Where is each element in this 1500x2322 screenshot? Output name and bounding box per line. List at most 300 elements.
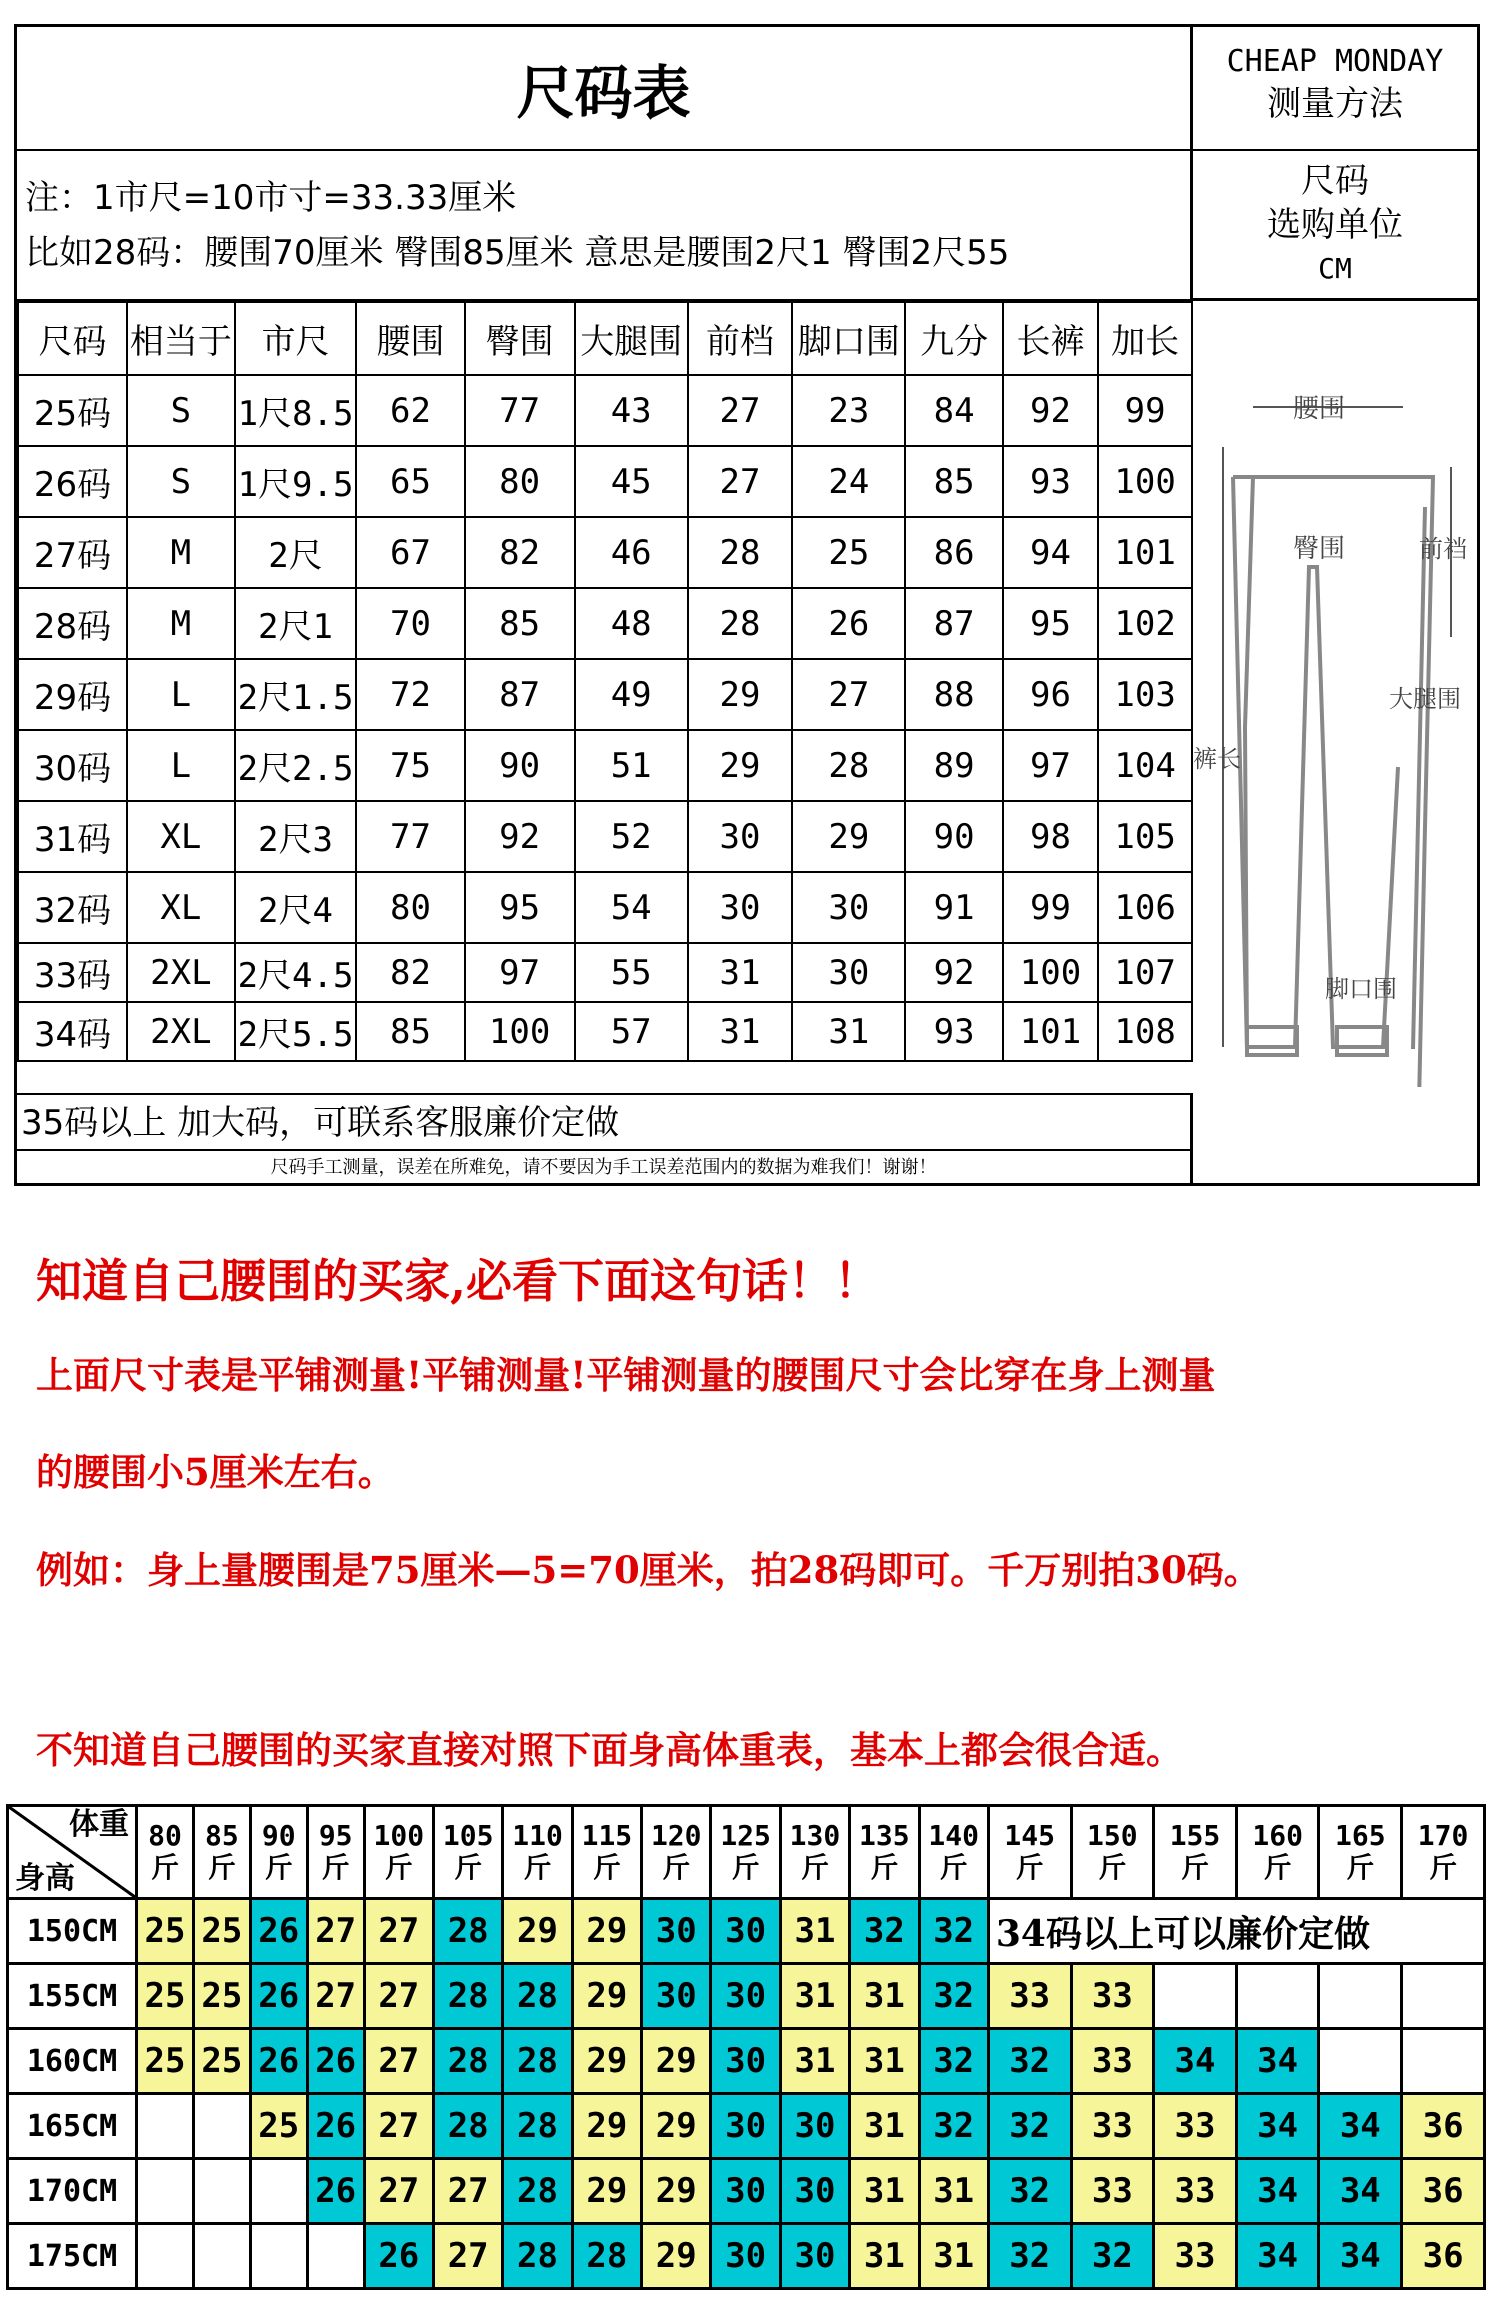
weight-unit: 斤 [321,1851,350,1884]
size-recommendation-cell: 25 [250,2094,307,2159]
weight-unit: 斤 [731,1851,760,1884]
size-cell: 29 [688,730,793,801]
size-cell: 80 [465,446,575,517]
size-cell: M [127,517,235,588]
size-cell: 31码 [18,801,127,872]
weight-header [988,1806,1071,1899]
hw-table-intro: 不知道自己腰围的买家直接对照下面身高体重表，基本上都会很合适。 [36,1728,1183,1772]
size-cell: XL [127,801,235,872]
size-recommendation-cell: 32 [850,1899,919,1964]
flat-measure-note-cont: 的腰围小5厘米左右。 [36,1450,395,1494]
size-cell: 97 [1003,730,1099,801]
weight-value: 85 [205,1819,239,1852]
measurement-disclaimer: 尺码手工测量，误差在所难免，请不要因为手工误差范围内的数据为难我们！谢谢！ [17,1149,1193,1183]
size-recommendation-cell: 26 [250,2029,307,2094]
size-recommendation-cell: 28 [503,2094,572,2159]
size-cell: 70 [356,588,464,659]
weight-value: 130 [789,1819,841,1852]
size-recommendation-cell: 28 [572,2224,641,2289]
size-recommendation-cell: 27 [364,1964,433,2029]
size-cell: 82 [356,943,464,1002]
size-cell: 2尺2.5 [235,730,357,801]
size-cell: 67 [356,517,464,588]
weight-header [1402,1806,1485,1899]
weight-header [433,1806,502,1899]
size-recommendation-cell [250,2159,307,2224]
size-cell: 46 [575,517,688,588]
size-cell: 94 [1003,517,1099,588]
size-cell: 1尺8.5 [235,375,357,446]
size-cell: 24 [792,446,905,517]
size-cell: 98 [1003,801,1099,872]
size-cell: 45 [575,446,688,517]
size-cell: 52 [575,801,688,872]
size-cell: 65 [356,446,464,517]
size-cell: 85 [465,588,575,659]
size-cell: 100 [465,1002,575,1061]
weight-header [1071,1806,1154,1899]
size-cell: 27 [688,446,793,517]
size-recommendation-cell: 27 [364,2094,433,2159]
length-label: 裤长 [1193,745,1241,773]
size-cell: 2XL [127,943,235,1002]
brand-name: CHEAP MONDAY [1226,44,1444,79]
size-recommendation-cell [1319,2029,1402,2094]
size-recommendation-cell: 30 [711,2224,780,2289]
size-recommendation-cell: 27 [364,1899,433,1964]
size-recommendation-cell [193,2159,250,2224]
size-recommendation-cell: 33 [1154,2224,1237,2289]
weight-unit: 斤 [523,1851,552,1884]
size-recommendation-cell: 34 [1319,2094,1402,2159]
size-cell: 92 [465,801,575,872]
flat-measure-note: 上面尺寸表是平铺测量!平铺测量!平铺测量的腰围尺寸会比穿在身上测量 [36,1353,1216,1397]
size-cell: 27 [792,659,905,730]
size-recommendation-cell: 25 [137,1964,194,2029]
size-cell: 2尺4.5 [235,943,357,1002]
size-cell: 77 [465,375,575,446]
weight-value: 90 [261,1819,296,1852]
weight-header [193,1806,250,1899]
size-recommendation-cell: 27 [307,1964,364,2029]
size-cell: 100 [1098,446,1192,517]
size-recommendation-cell: 32 [919,2094,988,2159]
size-recommendation-cell: 34 [1236,2029,1319,2094]
weight-header [137,1806,194,1899]
weight-unit: 斤 [1098,1851,1127,1884]
weight-value: 140 [928,1819,979,1852]
weight-value: 135 [859,1819,910,1852]
weight-unit: 斤 [150,1851,179,1884]
size-cell: 49 [575,659,688,730]
weight-unit: 斤 [207,1851,236,1884]
size-recommendation-cell: 32 [988,2094,1071,2159]
size-recommendation-cell: 28 [433,1964,502,2029]
size-recommendation-cell: 29 [572,2029,641,2094]
size-recommendation-cell: 29 [572,1964,641,2029]
size-cell: 48 [575,588,688,659]
weight-unit: 斤 [384,1851,413,1884]
size-recommendation-cell: 30 [642,1899,711,1964]
weight-value: 145 [1004,1819,1055,1852]
size-recommendation-cell: 31 [850,2159,919,2224]
size-cell: 31 [688,1002,793,1061]
note-line: 比如28码：腰围70厘米 臀围85厘米 意思是腰围2尺1 臀围2尺55 [25,233,1010,273]
size-recommendation-cell: 26 [307,2029,364,2094]
size-row [18,588,1192,659]
weight-unit: 斤 [1015,1851,1044,1884]
height-row [8,2029,1485,2094]
size-recommendation-cell: 30 [780,2159,849,2224]
size-cell: S [127,446,235,517]
size-cell: M [127,588,235,659]
size-cell: 29码 [18,659,127,730]
size-cell: 91 [905,872,1002,943]
size-recommendation-cell: 33 [1154,2159,1237,2224]
size-row [18,943,1192,1002]
size-cell: 93 [1003,446,1099,517]
size-recommendation-cell: 32 [988,2224,1071,2289]
weight-header [780,1806,849,1899]
size-cell: 90 [905,801,1002,872]
weight-header [364,1806,433,1899]
size-recommendation-cell: 29 [572,2159,641,2224]
size-recommendation-cell: 30 [711,2029,780,2094]
height-weight-table [6,1804,1486,2290]
size-recommendation-cell: 25 [137,2029,194,2094]
size-recommendation-cell [1154,1964,1237,2029]
size-recommendation-cell: 33 [1154,2094,1237,2159]
size-cell: 23 [792,375,905,446]
chart-title: 尺码表 [17,27,1193,151]
size-cell: 62 [356,375,464,446]
size-recommendation-cell: 31 [850,2094,919,2159]
size-recommendation-cell: 33 [1071,2159,1154,2224]
height-row [8,2094,1485,2159]
size-recommendation-cell: 29 [642,2159,711,2224]
size-recommendation-cell: 28 [503,1964,572,2029]
size-cell: 106 [1098,872,1192,943]
measure-method-panel [1193,27,1477,1183]
size-cell: 51 [575,730,688,801]
size-recommendation-cell [1319,1964,1402,2029]
weight-unit: 斤 [1429,1851,1458,1884]
size-recommendation-cell: 29 [642,2029,711,2094]
column-header: 加长 [1098,302,1192,375]
size-recommendation-cell: 30 [711,1964,780,2029]
size-recommendation-cell: 31 [919,2159,988,2224]
size-recommendation-cell: 36 [1402,2159,1485,2224]
size-cell: 28 [792,730,905,801]
size-cell: 2尺 [235,517,357,588]
size-recommendation-cell: 29 [642,2094,711,2159]
size-recommendation-cell: 27 [364,2029,433,2094]
thigh-label: 大腿围 [1389,685,1461,713]
size-cell: 104 [1098,730,1192,801]
size-cell: 96 [1003,659,1099,730]
height-label: 155CM [8,1964,137,2029]
size-recommendation-cell: 31 [780,1964,849,2029]
size-cell: 27码 [18,517,127,588]
size-cell: 31 [792,1002,905,1061]
size-cell: 34码 [18,1002,127,1061]
weight-header [572,1806,641,1899]
weight-header-row [8,1806,1485,1899]
size-chart [14,24,1480,1186]
height-label: 170CM [8,2159,137,2224]
size-recommendation-cell: 29 [572,2094,641,2159]
weight-unit: 斤 [454,1851,483,1884]
size-recommendation-cell: 27 [364,2159,433,2224]
note-line: 注：1市尺=10市寸=33.33厘米 [25,178,517,218]
pants-measurement-diagram [1193,307,1477,1087]
size-recommendation-cell: 27 [307,1899,364,1964]
weight-value: 120 [650,1819,702,1852]
size-cell: 93 [905,1002,1002,1061]
size-recommendation-cell: 25 [193,2029,250,2094]
size-recommendation-cell: 26 [364,2224,433,2289]
size-cell: L [127,730,235,801]
weight-value: 110 [512,1819,563,1852]
custom-order-note: 34码以上可以廉价定做 [988,1899,1484,1964]
size-recommendation-cell: 36 [1402,2094,1485,2159]
weight-header [503,1806,572,1899]
size-cell: 89 [905,730,1002,801]
size-cell: 90 [465,730,575,801]
weight-unit: 斤 [870,1851,899,1884]
size-cell: 1尺9.5 [235,446,357,517]
size-recommendation-cell: 30 [711,1899,780,1964]
size-recommendation-cell: 34 [1236,2094,1319,2159]
size-cell: S [127,375,235,446]
unit-header [1193,151,1477,301]
conversion-note [17,151,1193,301]
size-cell: 2尺4 [235,872,357,943]
size-recommendation-cell: 30 [780,2094,849,2159]
weight-header [307,1806,364,1899]
example-note: 例如：身上量腰围是75厘米—5=70厘米，拍28码即可。千万别拍30码。 [36,1548,1261,1592]
size-cell: 32码 [18,872,127,943]
size-cell: 54 [575,872,688,943]
size-cell: 88 [905,659,1002,730]
column-header: 尺码 [18,302,127,375]
size-table-header [18,302,1192,375]
size-recommendation-cell: 31 [850,2029,919,2094]
size-cell: 57 [575,1002,688,1061]
column-header: 大腿围 [575,302,688,375]
size-row [18,446,1192,517]
size-cell: XL [127,872,235,943]
size-recommendation-cell [137,2224,194,2289]
size-cell: 87 [905,588,1002,659]
size-cell: 86 [905,517,1002,588]
size-recommendation-cell: 31 [780,1899,849,1964]
weight-value: 155 [1169,1819,1221,1852]
column-header: 臀围 [465,302,575,375]
size-recommendation-cell: 26 [250,1899,307,1964]
weight-value: 170 [1417,1819,1469,1852]
custom-size-note: 35码以上 加大码，可联系客服廉价定做 [17,1093,1193,1149]
size-cell: 72 [356,659,464,730]
size-recommendation-cell: 28 [503,2029,572,2094]
size-recommendation-cell: 32 [919,2029,988,2094]
size-recommendation-cell: 32 [919,1964,988,2029]
weight-value: 80 [148,1819,182,1852]
size-table [17,301,1193,1062]
size-recommendation-cell: 33 [1071,2094,1154,2159]
weight-value: 150 [1087,1819,1138,1852]
size-row [18,872,1192,943]
size-recommendation-cell [193,2224,250,2289]
size-cell: 95 [1003,588,1099,659]
size-recommendation-cell: 29 [572,1899,641,1964]
column-header: 相当于 [127,302,235,375]
weight-unit: 斤 [800,1851,829,1884]
size-cell: 92 [1003,375,1099,446]
weight-header [1319,1806,1402,1899]
size-recommendation-cell: 30 [780,2224,849,2289]
size-row [18,375,1192,446]
weight-header [642,1806,711,1899]
size-recommendation-cell: 31 [780,2029,849,2094]
size-recommendation-cell: 25 [193,1964,250,2029]
size-recommendation-cell: 28 [433,1899,502,1964]
size-recommendation-cell [250,2224,307,2289]
weight-unit: 斤 [264,1851,293,1884]
unit-label: 选购单位 [1267,205,1403,245]
size-recommendation-cell: 26 [307,2159,364,2224]
size-cell: 2尺3 [235,801,357,872]
column-header: 九分 [905,302,1002,375]
size-cell: 25码 [18,375,127,446]
size-cell: 25 [792,517,905,588]
size-recommendation-cell: 33 [988,1964,1071,2029]
weight-value: 160 [1252,1819,1303,1852]
size-recommendation-cell: 27 [433,2224,502,2289]
size-recommendation-cell: 33 [1071,1964,1154,2029]
weight-header [711,1806,780,1899]
size-row [18,730,1192,801]
size-row [18,659,1192,730]
weight-unit: 斤 [1346,1851,1375,1884]
height-row [8,1899,1485,1964]
size-cell: 30 [792,943,905,1002]
size-cell: 30 [792,872,905,943]
corner-cell [8,1806,137,1899]
waist-label: 腰围 [1293,394,1346,424]
height-row [8,2159,1485,2224]
size-cell: 2尺1 [235,588,357,659]
weight-axis-label: 体重 [69,1807,129,1842]
size-recommendation-cell: 25 [137,1899,194,1964]
size-cell: 99 [1098,375,1192,446]
size-cell: 30 [688,801,793,872]
size-recommendation-cell: 27 [433,2159,502,2224]
weight-value: 105 [442,1819,494,1852]
column-header: 脚口围 [792,302,905,375]
weight-value: 100 [373,1819,425,1852]
size-cell: 75 [356,730,464,801]
height-label: 175CM [8,2224,137,2289]
size-recommendation-cell [137,2159,194,2224]
size-cell: 77 [356,801,464,872]
height-row [8,2224,1485,2289]
size-cell: 2尺1.5 [235,659,357,730]
weight-value: 165 [1335,1819,1386,1852]
unit-label: 尺码 [1301,161,1369,201]
weight-unit: 斤 [1180,1851,1209,1884]
size-cell: 99 [1003,872,1099,943]
size-recommendation-cell: 28 [503,2159,572,2224]
height-row [8,1964,1485,2029]
size-recommendation-cell [1402,2029,1485,2094]
size-recommendation-cell: 32 [919,1899,988,1964]
weight-unit: 斤 [592,1851,621,1884]
size-recommendation-cell [137,2094,194,2159]
size-recommendation-cell [1236,1964,1319,2029]
weight-value: 125 [720,1819,771,1852]
size-cell: 101 [1003,1002,1099,1061]
size-row [18,1002,1192,1061]
size-recommendation-cell: 28 [433,2029,502,2094]
size-cell: 29 [792,801,905,872]
size-cell: 80 [356,872,464,943]
size-cell: 28 [688,588,793,659]
column-header: 前档 [688,302,793,375]
size-cell: 100 [1003,943,1099,1002]
size-recommendation-cell: 31 [850,1964,919,2029]
method-header [1193,27,1477,151]
size-recommendation-cell: 26 [250,1964,307,2029]
size-recommendation-cell: 30 [711,2094,780,2159]
height-label: 160CM [8,2029,137,2094]
size-cell: 95 [465,872,575,943]
weight-header [250,1806,307,1899]
size-cell: 85 [356,1002,464,1061]
size-recommendation-cell: 32 [988,2029,1071,2094]
size-recommendation-cell [193,2094,250,2159]
size-cell: 82 [465,517,575,588]
size-recommendation-cell: 28 [433,2094,502,2159]
size-cell: 26 [792,588,905,659]
weight-value: 95 [318,1819,353,1852]
size-recommendation-cell: 34 [1319,2159,1402,2224]
size-recommendation-cell: 29 [503,1899,572,1964]
weight-value: 115 [581,1819,633,1852]
size-cell: 2XL [127,1002,235,1061]
size-recommendation-cell: 34 [1319,2224,1402,2289]
size-recommendation-cell: 30 [642,1964,711,2029]
size-row [18,801,1192,872]
size-recommendation-cell: 31 [850,2224,919,2289]
size-cell: 103 [1098,659,1192,730]
size-cell: 28 [688,517,793,588]
weight-unit: 斤 [662,1851,691,1884]
size-cell: L [127,659,235,730]
size-cell: 43 [575,375,688,446]
size-recommendation-cell [1402,1964,1485,2029]
size-cell: 85 [905,446,1002,517]
size-cell: 33码 [18,943,127,1002]
size-cell: 30码 [18,730,127,801]
size-recommendation-cell: 28 [503,2224,572,2289]
height-axis-label: 身高 [15,1861,75,1896]
size-cell: 105 [1098,801,1192,872]
column-header: 长裤 [1003,302,1099,375]
headline-note: 知道自己腰围的买家,必看下面这句话！！ [36,1254,881,1308]
hem-label: 脚口围 [1325,975,1397,1003]
hip-label: 臀围 [1293,534,1346,564]
